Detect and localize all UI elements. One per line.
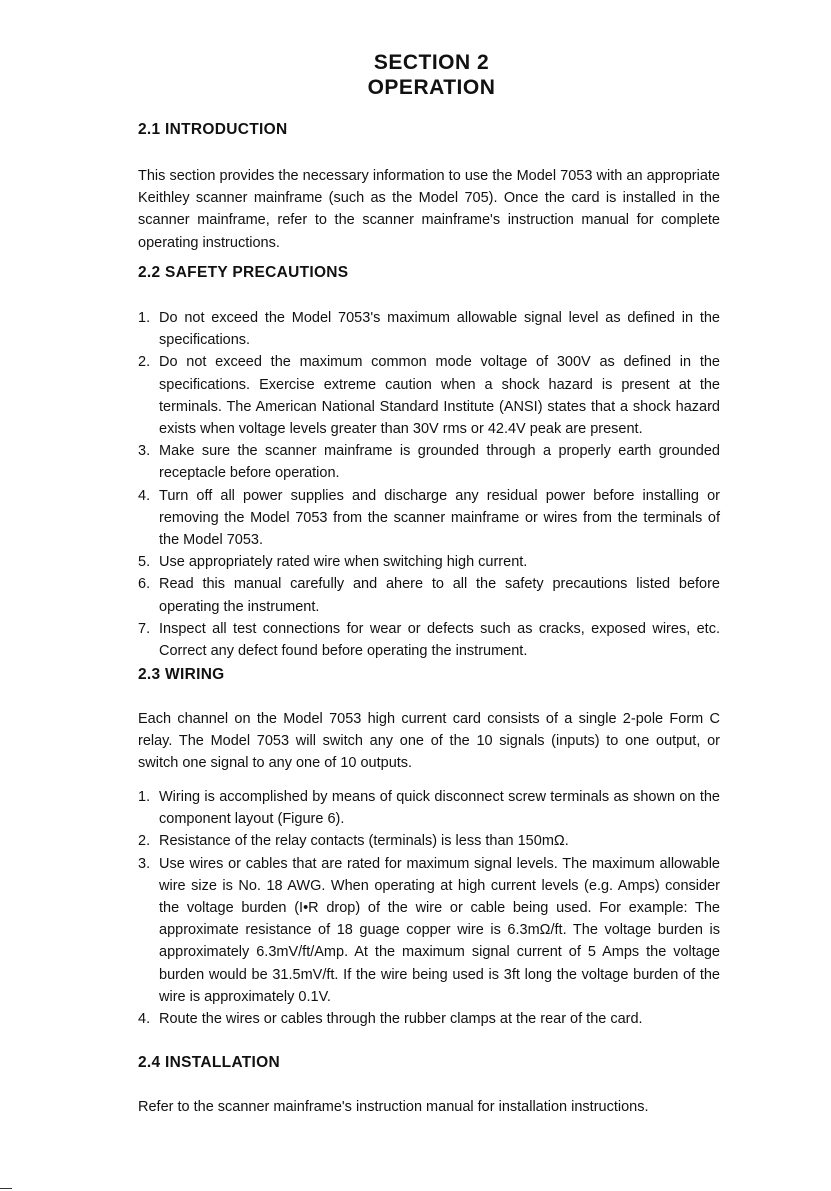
item-text: Do not exceed the maximum common mode voltage of 300V as defined in the specifications. Exercise extreme caution when a shock hazard is present at the terminals. The American National Standard Institute (ANSI) states that a shock hazard exists when voltage levels greater than 30V rms or 42.4V peak are present. — [159, 354, 720, 438]
list-item — [138, 618, 720, 662]
item-number: 6. — [138, 576, 151, 593]
item-number: 4. — [138, 487, 151, 504]
list-item — [138, 786, 720, 830]
heading-safety-precautions: 2.2 SAFETY PRECAUTIONS — [138, 264, 349, 281]
item-text: Use appropriately rated wire when switching high current. — [159, 554, 528, 571]
item-number: 5. — [138, 554, 151, 571]
safety-precautions-list — [138, 307, 720, 662]
item-text: Do not exceed the Model 7053's maximum allowable signal level as defined in the specifications. — [159, 310, 720, 349]
heading-introduction: 2.1 INTRODUCTION — [138, 121, 288, 138]
item-text: Read this manual carefully and ahere to all the safety precautions listed before operating the instrument. — [159, 576, 720, 615]
list-item — [138, 351, 720, 440]
list-item — [138, 551, 720, 573]
list-item — [138, 853, 720, 1008]
item-number: 1. — [138, 310, 151, 326]
installation-paragraph: Refer to the scanner mainframe's instruction manual for installation instructions. — [138, 1099, 649, 1115]
heading-wiring: 2.3 WIRING — [138, 666, 225, 683]
item-text: Resistance of the relay contacts (terminals) is less than 150mΩ. — [159, 833, 569, 850]
list-item — [138, 485, 720, 552]
wiring-list — [138, 786, 720, 1030]
scan-edge-mark — [0, 1188, 12, 1189]
list-item — [138, 1008, 720, 1030]
list-item — [138, 830, 720, 852]
item-number: 2. — [138, 354, 151, 371]
item-number: 3. — [138, 443, 151, 460]
section-title — [0, 50, 831, 100]
section-number: SECTION 2 — [373, 51, 490, 74]
item-number: 7. — [138, 620, 151, 637]
item-text: Make sure the scanner mainframe is grounded through a properly earth grounded receptacle before operation. — [159, 443, 720, 482]
item-text: Inspect all test connections for wear or defects such as cracks, exposed wires, etc. Correct any defect found before operating the instrument. — [159, 620, 720, 660]
item-text: Wiring is accomplished by means of quick disconnect screw terminals as shown on the component layout (Figure 6). — [159, 789, 720, 828]
item-text: Turn off all power supplies and discharge any residual power before installing or removing the Model 7053 from the scanner mainframe or wires from the terminals of the Model 7053. — [159, 487, 720, 549]
wiring-paragraph: Each channel on the Model 7053 high current card consists of a single 2-pole Form C relay. The Model 7053 will switch any one of the 10 signals (inputs) to one output, or switch one signal to any one of 10 outputs. — [138, 711, 720, 772]
item-text: Use wires or cables that are rated for maximum signal levels. The maximum allowable wire size is No. 18 AWG. When operating at high current levels (e.g. Amps) consider the voltage burden (I•R drop) of the wire or cable being used. For example: The approximate resistance of 18 guage copper wire is 6.3mΩ/ft. The voltage burden is approximately 6.3mV/ft/Amp. At the maximum signal current of 5 Amps the voltage burden would be 31.5mV/ft. If the wire being used is 3ft long the voltage burden of the wire is approximately 0.1V. — [159, 855, 720, 1005]
list-item — [138, 307, 720, 351]
item-number: 3. — [138, 855, 151, 872]
heading-installation: 2.4 INSTALLATION — [138, 1054, 281, 1071]
list-item — [138, 440, 720, 484]
section-name: OPERATION — [367, 76, 496, 99]
item-number: 1. — [138, 789, 151, 805]
item-text: Route the wires or cables through the rubber clamps at the rear of the card. — [159, 1011, 643, 1028]
list-item — [138, 573, 720, 617]
item-number: 2. — [138, 833, 151, 850]
introduction-paragraph: This section provides the necessary information to use the Model 7053 with an appropriate Keithley scanner mainframe (such as the Model 705). Once the card is installed in the scanner mainframe, refer to the scanner mainframe's instruction manual for complete operating instructions. — [138, 168, 720, 251]
item-number: 4. — [138, 1011, 151, 1028]
